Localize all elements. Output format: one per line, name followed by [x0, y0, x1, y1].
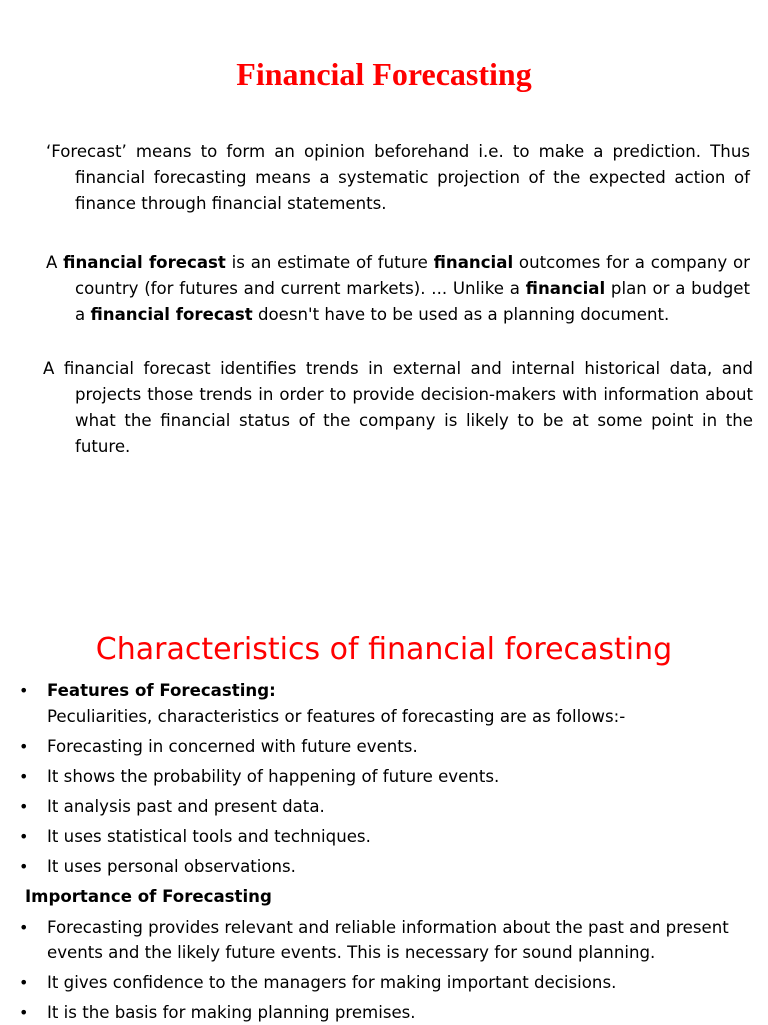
- list-item: • Features of Forecasting:: [0, 678, 768, 703]
- bullet-icon: •: [19, 857, 29, 876]
- list-item: • It uses personal observations.: [0, 854, 768, 879]
- page-title: Financial Forecasting: [236, 56, 532, 92]
- bullet-icon: •: [19, 973, 29, 992]
- bold-term: financial: [433, 253, 514, 272]
- forecast-definition-paragraph: ‘Forecast’ means to form an opinion beforehand i.e. to make a prediction. Thus financial forecasting means a systematic projection of the expected action of finance through financial statements.: [46, 142, 750, 213]
- bullet-icon: •: [19, 1003, 29, 1022]
- features-intro: Peculiarities, characteristics or features of forecasting are as follows:-: [47, 707, 626, 726]
- trends-paragraph: A financial forecast identifies trends in external and internal historical data, and projects those trends in order to provide decision-makers with information about what the financial status of the company is likely to be at some point in the future.: [43, 359, 753, 456]
- features-heading-list: [0, 678, 768, 703]
- list-item: • It analysis past and present data.: [0, 794, 768, 819]
- list-item: • Forecasting in concerned with future events.: [0, 734, 768, 759]
- bold-term: financial: [525, 279, 606, 298]
- bullet-icon: •: [19, 737, 29, 756]
- bullet-icon: •: [19, 681, 29, 700]
- importance-list: [0, 915, 752, 1025]
- bold-term: financial forecast: [90, 305, 253, 324]
- section-title: Characteristics of financial forecasting: [95, 632, 673, 667]
- list-item: • Forecasting provides relevant and reliable information about the past and present events and the likely future events. This is necessary for sound planning.: [0, 915, 752, 965]
- features-list: [0, 734, 768, 879]
- importance-heading: Importance of Forecasting: [25, 887, 272, 906]
- bullet-icon: •: [19, 918, 29, 937]
- list-item: • It gives confidence to the managers for making important decisions.: [0, 970, 752, 995]
- bullet-icon: •: [19, 827, 29, 846]
- bold-term: financial forecast: [63, 253, 226, 272]
- list-item: • It is the basis for making planning premises.: [0, 1000, 752, 1025]
- bullet-icon: •: [19, 797, 29, 816]
- bullet-icon: •: [19, 767, 29, 786]
- list-item: • It shows the probability of happening of future events.: [0, 764, 768, 789]
- list-item: • It uses statistical tools and techniques.: [0, 824, 768, 849]
- financial-forecast-paragraph: A financial forecast is an estimate of future financial outcomes for a company or country (for futures and current markets). ... Unlike a financial plan or a budget a financial forecast doesn't have to be used as a planning document.: [46, 253, 750, 324]
